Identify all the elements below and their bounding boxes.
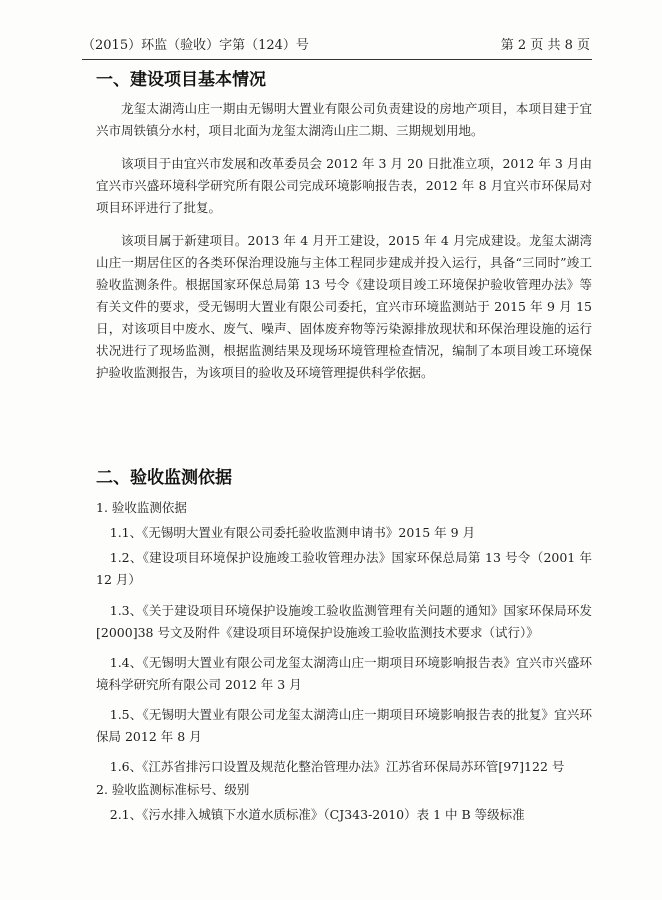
header-divider	[82, 59, 592, 60]
section-title-monitoring-basis: 二、验收监测依据	[96, 468, 232, 488]
reference-item-1-2: 1.2、《建设项目环境保护设施竣工验收管理办法》国家环保总局第 13 号令（2001 年 12 月）	[96, 550, 592, 587]
section-title-project-basics: 一、建设项目基本情况	[96, 70, 266, 90]
subheading-monitoring-standards: 2. 验收监测标准标号、级别	[96, 782, 250, 797]
document-number: （2015）环监（验收）字第（124）号	[82, 38, 309, 53]
paragraph-project-approval: 该项目于由宜兴市发展和改革委员会 2012 年 3 月 20 日批准立项，2012 年 3 月由宜兴市兴盛环境科学研究所有限公司完成环境影响报告表，2012 年 8 月宜兴市环保局对项目环评进行了批复。	[96, 156, 592, 215]
paragraph-project-construction: 该项目属于新建项目。2013 年 4 月开工建设，2015 年 4 月完成建设。龙玺太湖湾山庄一期居住区的各类环保治理设施与主体工程同步建成并投入运行，具备“三同时”竣工验收监测条件。根据国家环保总局第 13 号令《建设项目竣工环境保护验收管理办法》等有关文件的要求，受无锡明大置业有限公司委托，宜兴市环境监测站于 2015 年 9 月 15 日，对该项目中废水、废气、噪声、固体废弃物等污染源排放现状和环保治理设施的运行状况进行了现场监测，根据监测结果及现场环境管理检查情况，编制了本项目竣工环境保护验收监测报告，为该项目的验收及环境管理提供科学依据。	[96, 233, 592, 380]
subheading-monitoring-basis: 1. 验收监测依据	[96, 500, 187, 515]
reference-item-1-5: 1.5、《无锡明大置业有限公司龙玺太湖湾山庄一期项目环境影响报告表的批复》宜兴环保局 2012 年 8 月	[96, 707, 592, 744]
reference-item-1-1: 1.1、《无锡明大置业有限公司委托验收监测申请书》2015 年 9 月	[109, 525, 476, 540]
standard-item-2-1: 2.1、《污水排入城镇下水道水质标准》（CJ343-2010）表 1 中 B 等级标准	[109, 807, 525, 822]
page-indicator: 第 2 页 共 8 页	[500, 38, 590, 53]
reference-item-1-3: 1.3、《关于建设项目环境保护设施竣工验收监测管理有关问题的通知》国家环保局环发[2000]38 号文及附件《建设项目环境保护设施竣工验收监测技术要求（试行）》	[96, 603, 592, 640]
page-header	[82, 36, 590, 56]
reference-item-1-6: 1.6、《江苏省排污口设置及规范化整治管理办法》江苏省环保局苏环管[97]122 号	[109, 759, 565, 774]
paragraph-project-overview: 龙玺太湖湾山庄一期由无锡明大置业有限公司负责建设的房地产项目，本项目建于宜兴市周铁镇分水村，项目北面为龙玺太湖湾山庄二期、三期规划用地。	[96, 101, 592, 138]
reference-item-1-4: 1.4、《无锡明大置业有限公司龙玺太湖湾山庄一期项目环境影响报告表》宜兴市兴盛环境科学研究所有限公司 2012 年 3 月	[96, 655, 592, 692]
